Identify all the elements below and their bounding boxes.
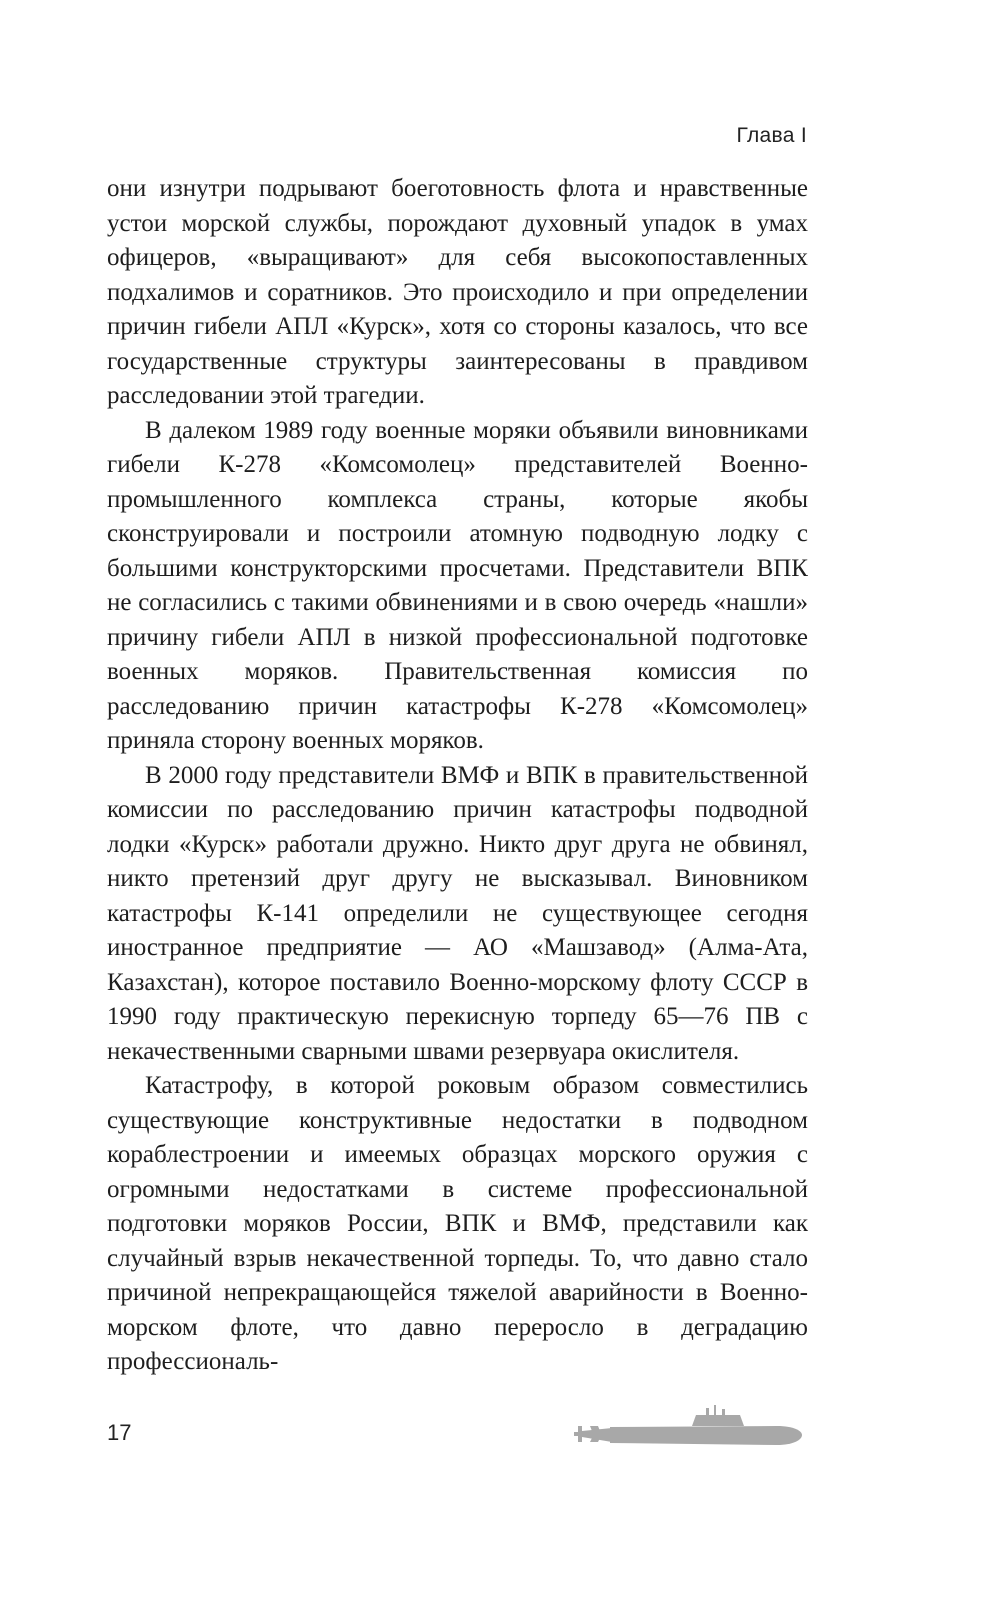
paragraph-4: Катастрофу, в которой роковым образом совместились существующие конструктивные недостатки в подводном кораблестроении и имеемых образцах морского оружия с огромными недостатками в системе профессиональной подготовки моряков России, ВПК и ВМФ, представили как случайный взрыв некачественной торпеды. То, что давно стало причиной непрекращающейся тяжелой аварийности в Военно-морском флоте, что давно переросло в деградацию профессиональ- [107,1072,808,1375]
body-text [107,172,808,1380]
submarine-silhouette-icon [572,1404,804,1452]
page-number: 17 [107,1420,132,1445]
running-head-chapter: Глава I [736,124,807,147]
paragraph-2: В далеком 1989 году военные моряки объявили виновниками гибели К-278 «Комсомолец» представителей Военно-промышленного комплекса страны, которые якобы сконструировали и построили атомную подводную лодку с большими конструкторскими просчетами. Представители ВПК не согласились с такими обвинениями и в свою очередь «нашли» причину гибели АПЛ в низкой профессиональной подготовке военных моряков. Правительственная комиссия по расследованию причин катастрофы К-278 «Комсомолец» приняла сторону военных моряков. [107,416,808,754]
paragraph-1: они изнутри подрывают боеготовность флота и нравственные устои морской службы, порождают духовный упадок в умах офицеров, «выращивают» для себя высокопоставленных подхалимов и соратников. Это происходило и при определении причин гибели АПЛ «Курск», хотя со стороны казалось, что все государственные структуры заинтересованы в правдивом расследовании этой трагедии. [107,175,808,409]
paragraph-3: В 2000 году представители ВМФ и ВПК в правительственной комиссии по расследованию причин катастрофы подводной лодки «Курск» работали дружно. Никто друг друга не обвинял, никто претензий друг другу не высказывал. Виновником катастрофы К-141 определили не существующее сегодня иностранное предприятие — АО «Машзавод» (Алма-Ата, Казахстан), которое поставило Военно-морскому флоту СССР в 1990 году практическую перекисную торпеду 65—76 ПВ с некачественными сварными швами резервуара окислителя. [107,761,808,1065]
